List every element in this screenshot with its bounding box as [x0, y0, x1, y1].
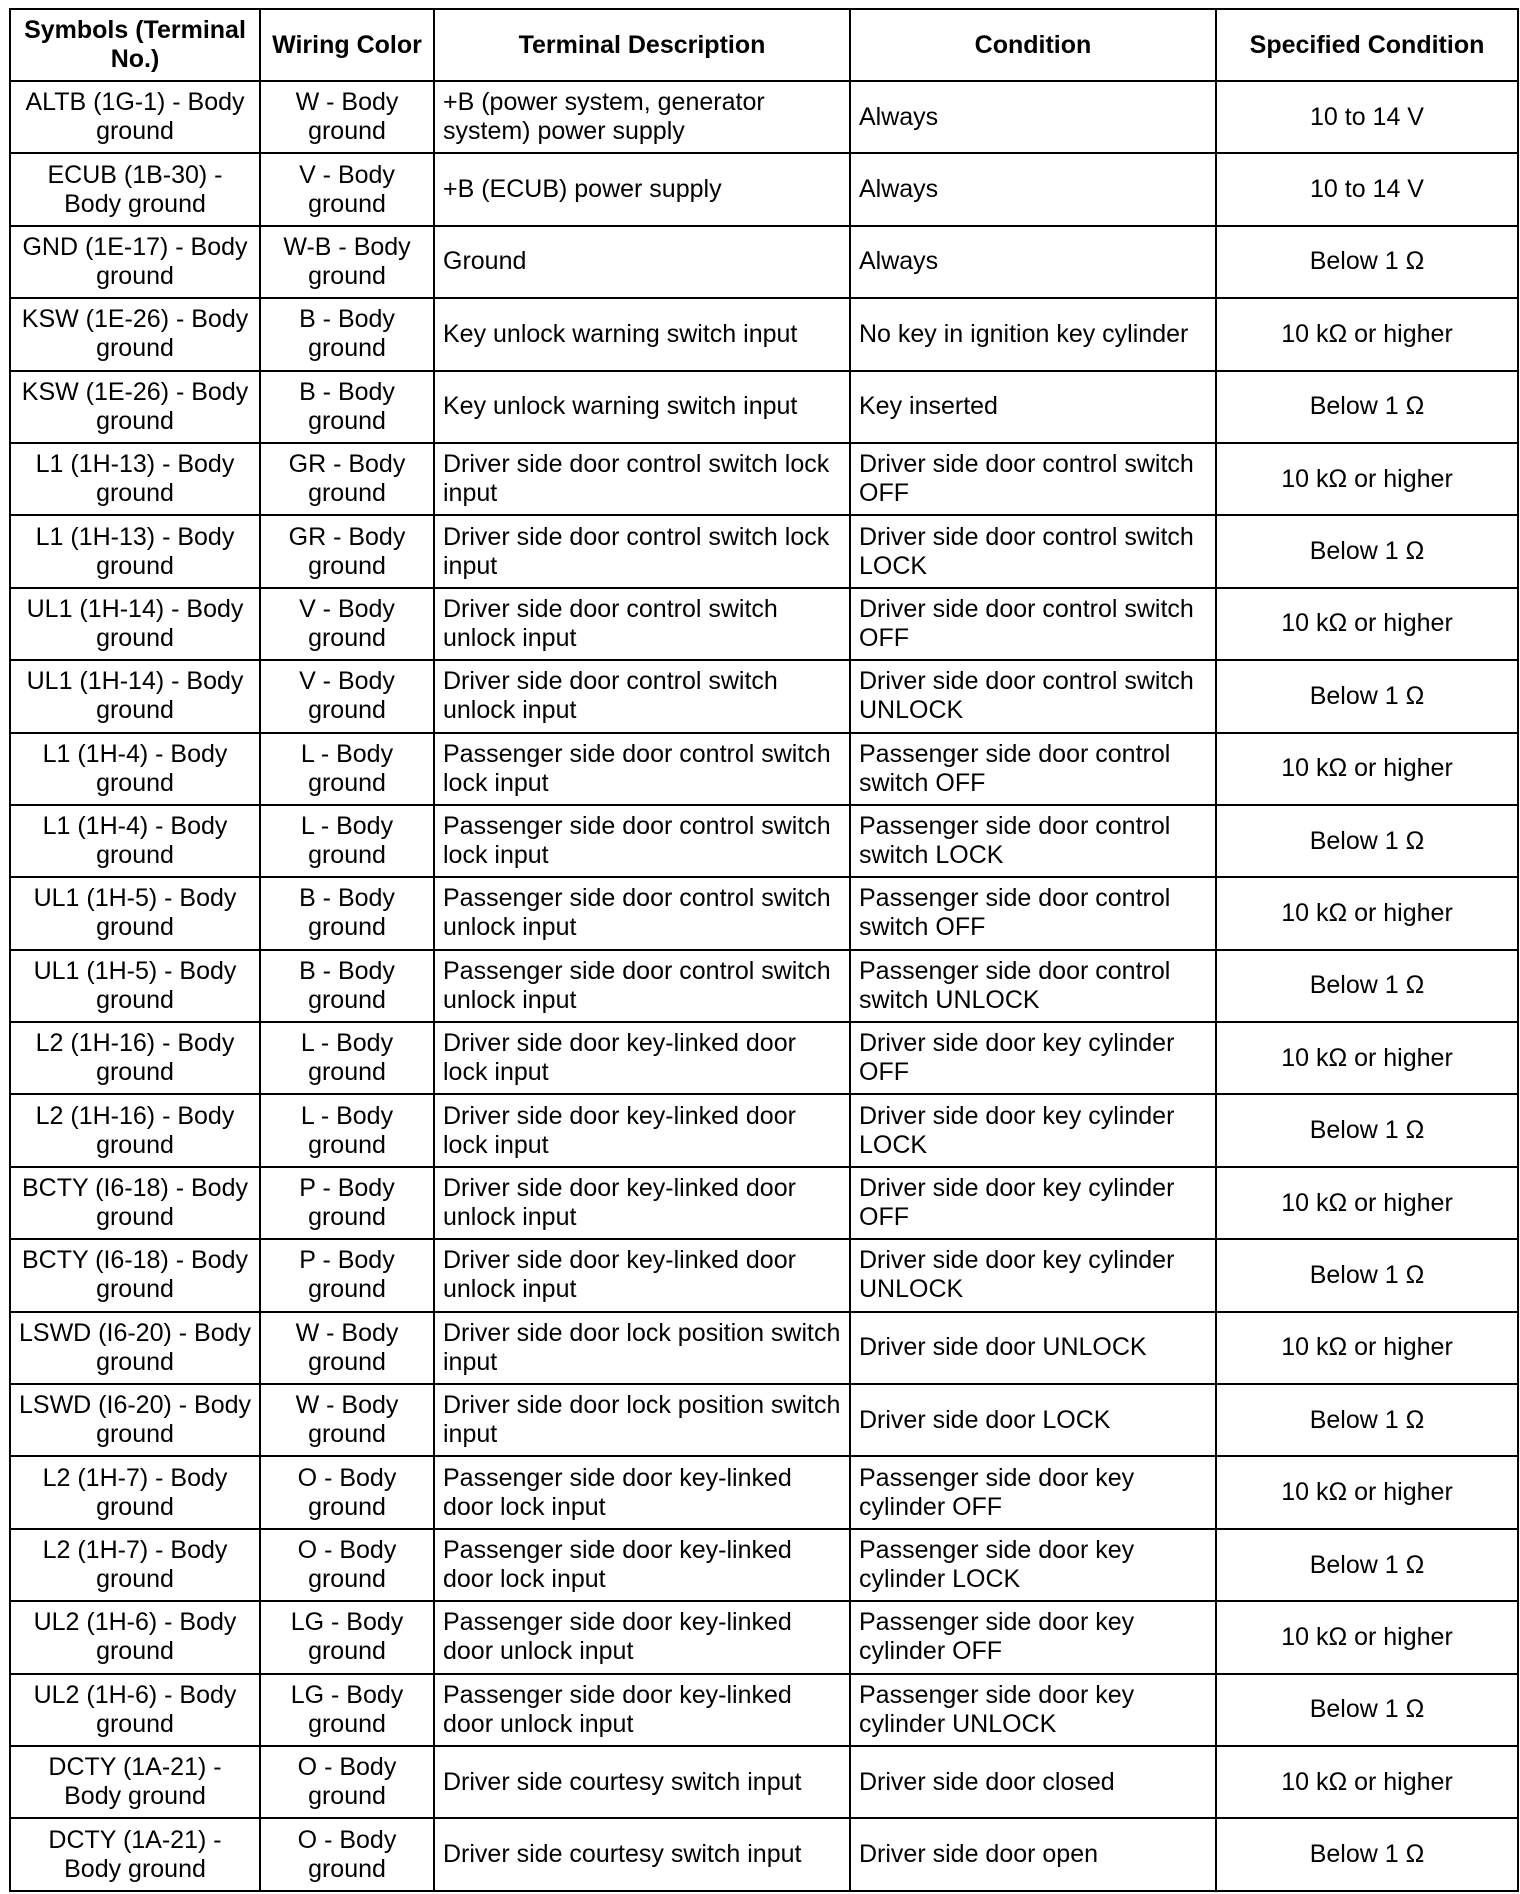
cell-specified-condition: Below 1 Ω [1216, 805, 1518, 877]
cell-terminal-description: Driver side door control switch unlock input [434, 588, 850, 660]
table-row [10, 371, 1518, 443]
cell-wiring-color: B - Body ground [260, 371, 434, 443]
cell-terminal-description: Ground [434, 226, 850, 298]
cell-terminal-description: Passenger side door control switch unlock input [434, 950, 850, 1022]
cell-terminal-description: Passenger side door control switch lock input [434, 733, 850, 805]
table-row [10, 443, 1518, 515]
cell-specified-condition: 10 kΩ or higher [1216, 588, 1518, 660]
cell-terminal-description: Driver side door key-linked door lock input [434, 1094, 850, 1166]
cell-condition: Driver side door key cylinder UNLOCK [850, 1239, 1216, 1311]
cell-terminal-description: Driver side door control switch lock input [434, 515, 850, 587]
cell-terminal-description: Driver side door key-linked door unlock input [434, 1239, 850, 1311]
table-row [10, 1529, 1518, 1601]
table-row [10, 1239, 1518, 1311]
cell-terminal-description: Passenger side door key-linked door unlock input [434, 1674, 850, 1746]
cell-specified-condition: 10 kΩ or higher [1216, 1022, 1518, 1094]
cell-symbol: LSWD (I6-20) - Body ground [10, 1312, 260, 1384]
cell-wiring-color: V - Body ground [260, 153, 434, 225]
cell-wiring-color: L - Body ground [260, 805, 434, 877]
cell-specified-condition: 10 kΩ or higher [1216, 443, 1518, 515]
cell-terminal-description: Key unlock warning switch input [434, 371, 850, 443]
cell-specified-condition: Below 1 Ω [1216, 1094, 1518, 1166]
header-terminal-description: Terminal Description [434, 9, 850, 81]
cell-symbol: DCTY (1A-21) - Body ground [10, 1818, 260, 1890]
cell-specified-condition: Below 1 Ω [1216, 660, 1518, 732]
table-row [10, 950, 1518, 1022]
cell-terminal-description: Key unlock warning switch input [434, 298, 850, 370]
cell-symbol: BCTY (I6-18) - Body ground [10, 1167, 260, 1239]
cell-condition: Always [850, 226, 1216, 298]
table-header-row [10, 9, 1518, 81]
cell-condition: Driver side door key cylinder LOCK [850, 1094, 1216, 1166]
table-row [10, 153, 1518, 225]
cell-condition: No key in ignition key cylinder [850, 298, 1216, 370]
cell-terminal-description: +B (power system, generator system) power supply [434, 81, 850, 153]
cell-condition: Passenger side door control switch UNLOCK [850, 950, 1216, 1022]
cell-specified-condition: Below 1 Ω [1216, 515, 1518, 587]
cell-symbol: UL1 (1H-14) - Body ground [10, 588, 260, 660]
cell-condition: Driver side door key cylinder OFF [850, 1167, 1216, 1239]
cell-specified-condition: 10 kΩ or higher [1216, 1746, 1518, 1818]
cell-condition: Driver side door open [850, 1818, 1216, 1890]
cell-specified-condition: 10 kΩ or higher [1216, 1456, 1518, 1528]
header-wiring-color: Wiring Color [260, 9, 434, 81]
cell-specified-condition: Below 1 Ω [1216, 950, 1518, 1022]
cell-specified-condition: Below 1 Ω [1216, 371, 1518, 443]
cell-specified-condition: Below 1 Ω [1216, 1818, 1518, 1890]
cell-specified-condition: 10 kΩ or higher [1216, 298, 1518, 370]
header-symbols: Symbols (Terminal No.) [10, 9, 260, 81]
cell-symbol: KSW (1E-26) - Body ground [10, 298, 260, 370]
cell-wiring-color: V - Body ground [260, 588, 434, 660]
cell-symbol: ALTB (1G-1) - Body ground [10, 81, 260, 153]
cell-condition: Always [850, 81, 1216, 153]
cell-wiring-color: GR - Body ground [260, 515, 434, 587]
cell-symbol: UL1 (1H-5) - Body ground [10, 877, 260, 949]
table-row [10, 81, 1518, 153]
table-row [10, 733, 1518, 805]
cell-terminal-description: Passenger side door key-linked door lock input [434, 1456, 850, 1528]
cell-condition: Driver side door closed [850, 1746, 1216, 1818]
table-row [10, 1312, 1518, 1384]
table-row [10, 1167, 1518, 1239]
table-row [10, 1456, 1518, 1528]
cell-terminal-description: Driver side courtesy switch input [434, 1818, 850, 1890]
cell-terminal-description: Driver side door control switch unlock input [434, 660, 850, 732]
table-row [10, 660, 1518, 732]
cell-condition: Key inserted [850, 371, 1216, 443]
header-condition: Condition [850, 9, 1216, 81]
cell-condition: Passenger side door key cylinder LOCK [850, 1529, 1216, 1601]
cell-symbol: L1 (1H-4) - Body ground [10, 733, 260, 805]
table-row [10, 226, 1518, 298]
cell-wiring-color: L - Body ground [260, 733, 434, 805]
cell-specified-condition: 10 kΩ or higher [1216, 1312, 1518, 1384]
table-row [10, 1384, 1518, 1456]
cell-condition: Driver side door control switch LOCK [850, 515, 1216, 587]
cell-condition: Driver side door LOCK [850, 1384, 1216, 1456]
cell-condition: Driver side door control switch OFF [850, 443, 1216, 515]
cell-terminal-description: Passenger side door control switch lock input [434, 805, 850, 877]
cell-condition: Driver side door UNLOCK [850, 1312, 1216, 1384]
cell-terminal-description: Driver side courtesy switch input [434, 1746, 850, 1818]
cell-terminal-description: Driver side door lock position switch input [434, 1384, 850, 1456]
cell-condition: Passenger side door key cylinder OFF [850, 1456, 1216, 1528]
cell-wiring-color: GR - Body ground [260, 443, 434, 515]
cell-wiring-color: W - Body ground [260, 81, 434, 153]
cell-symbol: KSW (1E-26) - Body ground [10, 371, 260, 443]
cell-specified-condition: Below 1 Ω [1216, 226, 1518, 298]
header-specified-condition: Specified Condition [1216, 9, 1518, 81]
cell-specified-condition: 10 to 14 V [1216, 81, 1518, 153]
table-row [10, 1022, 1518, 1094]
cell-terminal-description: Driver side door lock position switch input [434, 1312, 850, 1384]
cell-specified-condition: 10 kΩ or higher [1216, 1167, 1518, 1239]
cell-condition: Always [850, 153, 1216, 225]
cell-condition: Passenger side door key cylinder OFF [850, 1601, 1216, 1673]
cell-symbol: L2 (1H-7) - Body ground [10, 1529, 260, 1601]
cell-symbol: L2 (1H-16) - Body ground [10, 1022, 260, 1094]
cell-wiring-color: L - Body ground [260, 1094, 434, 1166]
cell-wiring-color: LG - Body ground [260, 1674, 434, 1746]
cell-specified-condition: Below 1 Ω [1216, 1529, 1518, 1601]
cell-terminal-description: Passenger side door key-linked door unlock input [434, 1601, 850, 1673]
cell-wiring-color: B - Body ground [260, 950, 434, 1022]
cell-specified-condition: 10 to 14 V [1216, 153, 1518, 225]
table-row [10, 1094, 1518, 1166]
cell-condition: Passenger side door key cylinder UNLOCK [850, 1674, 1216, 1746]
cell-wiring-color: O - Body ground [260, 1456, 434, 1528]
cell-symbol: UL1 (1H-14) - Body ground [10, 660, 260, 732]
cell-specified-condition: Below 1 Ω [1216, 1674, 1518, 1746]
cell-symbol: UL2 (1H-6) - Body ground [10, 1601, 260, 1673]
cell-symbol: L2 (1H-16) - Body ground [10, 1094, 260, 1166]
cell-wiring-color: B - Body ground [260, 877, 434, 949]
table-row [10, 805, 1518, 877]
cell-wiring-color: B - Body ground [260, 298, 434, 370]
cell-condition: Passenger side door control switch LOCK [850, 805, 1216, 877]
cell-symbol: UL1 (1H-5) - Body ground [10, 950, 260, 1022]
cell-condition: Passenger side door control switch OFF [850, 733, 1216, 805]
cell-wiring-color: W - Body ground [260, 1384, 434, 1456]
table-row [10, 1674, 1518, 1746]
terminal-spec-table [9, 8, 1519, 1892]
cell-terminal-description: Passenger side door key-linked door lock input [434, 1529, 850, 1601]
cell-symbol: BCTY (I6-18) - Body ground [10, 1239, 260, 1311]
cell-wiring-color: O - Body ground [260, 1746, 434, 1818]
cell-condition: Driver side door control switch OFF [850, 588, 1216, 660]
table-body [10, 81, 1518, 1891]
cell-symbol: ECUB (1B-30) - Body ground [10, 153, 260, 225]
table-row [10, 1746, 1518, 1818]
cell-wiring-color: P - Body ground [260, 1239, 434, 1311]
cell-specified-condition: 10 kΩ or higher [1216, 733, 1518, 805]
cell-symbol: LSWD (I6-20) - Body ground [10, 1384, 260, 1456]
cell-wiring-color: W - Body ground [260, 1312, 434, 1384]
table-row [10, 1818, 1518, 1890]
cell-condition: Driver side door key cylinder OFF [850, 1022, 1216, 1094]
cell-symbol: L2 (1H-7) - Body ground [10, 1456, 260, 1528]
cell-wiring-color: W-B - Body ground [260, 226, 434, 298]
cell-terminal-description: Passenger side door control switch unlock input [434, 877, 850, 949]
cell-condition: Driver side door control switch UNLOCK [850, 660, 1216, 732]
table-row [10, 515, 1518, 587]
cell-specified-condition: Below 1 Ω [1216, 1239, 1518, 1311]
cell-condition: Passenger side door control switch OFF [850, 877, 1216, 949]
cell-wiring-color: O - Body ground [260, 1818, 434, 1890]
cell-wiring-color: L - Body ground [260, 1022, 434, 1094]
cell-symbol: L1 (1H-13) - Body ground [10, 515, 260, 587]
cell-symbol: GND (1E-17) - Body ground [10, 226, 260, 298]
cell-wiring-color: P - Body ground [260, 1167, 434, 1239]
table-row [10, 298, 1518, 370]
cell-wiring-color: LG - Body ground [260, 1601, 434, 1673]
cell-specified-condition: Below 1 Ω [1216, 1384, 1518, 1456]
cell-specified-condition: 10 kΩ or higher [1216, 1601, 1518, 1673]
table-row [10, 1601, 1518, 1673]
cell-terminal-description: Driver side door key-linked door unlock input [434, 1167, 850, 1239]
cell-symbol: L1 (1H-4) - Body ground [10, 805, 260, 877]
cell-specified-condition: 10 kΩ or higher [1216, 877, 1518, 949]
table-row [10, 877, 1518, 949]
cell-symbol: L1 (1H-13) - Body ground [10, 443, 260, 515]
cell-symbol: DCTY (1A-21) - Body ground [10, 1746, 260, 1818]
table-row [10, 588, 1518, 660]
cell-terminal-description: +B (ECUB) power supply [434, 153, 850, 225]
cell-wiring-color: V - Body ground [260, 660, 434, 732]
cell-terminal-description: Driver side door control switch lock input [434, 443, 850, 515]
cell-symbol: UL2 (1H-6) - Body ground [10, 1674, 260, 1746]
cell-terminal-description: Driver side door key-linked door lock input [434, 1022, 850, 1094]
cell-wiring-color: O - Body ground [260, 1529, 434, 1601]
